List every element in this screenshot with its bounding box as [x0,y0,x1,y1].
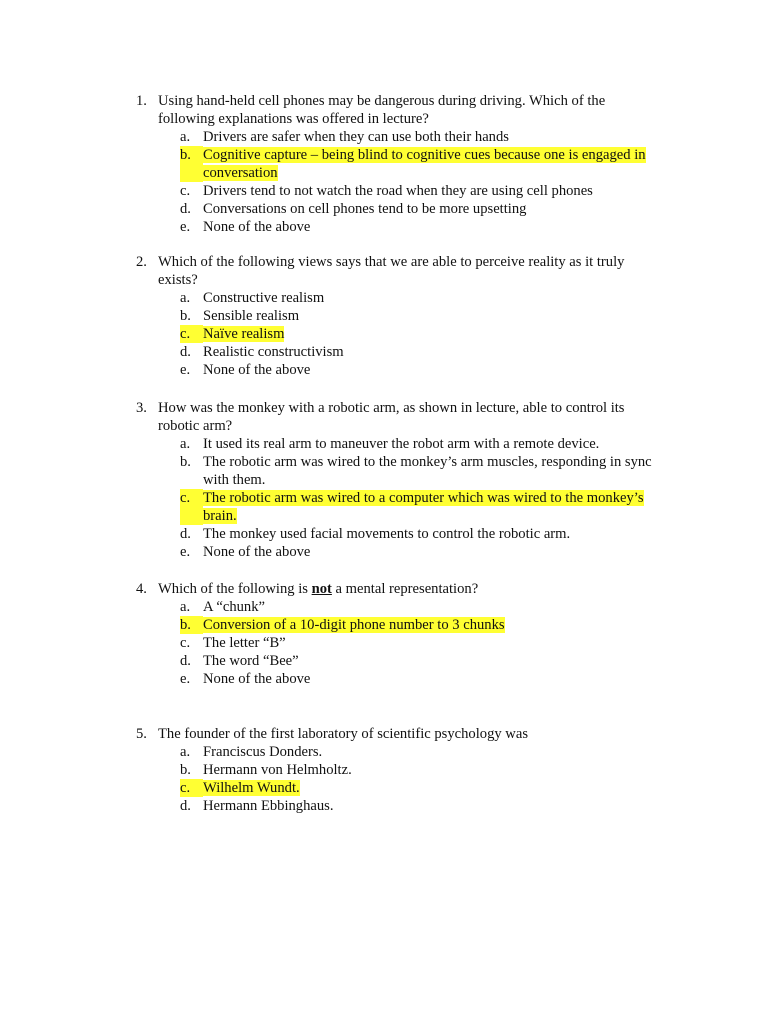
question-number: 2. [136,254,147,270]
option-text: Realistic constructivism [203,344,344,360]
option-text: None of the above [203,671,311,687]
option-e [180,670,656,688]
option-a [180,598,656,616]
option-text: Wilhelm Wundt. [203,780,300,796]
options-list [180,289,656,379]
option-text: Hermann Ebbinghaus. [203,798,334,814]
option-text: None of the above [203,219,311,235]
option-b-highlighted [180,616,656,634]
option-text: A “chunk” [203,599,266,615]
option-d [180,200,656,218]
option-a [180,128,656,146]
option-text: Cognitive capture – being blind to cognitive cues because one is engaged in conversation [203,147,646,181]
question-stem [136,253,656,289]
option-a [180,743,656,761]
option-letter: e. [180,219,191,235]
option-b [180,307,656,325]
option-text: Drivers tend to not watch the road when they are using cell phones [203,183,593,199]
emphasis-not: not [311,581,332,597]
option-d [180,525,656,543]
option-letter: d. [180,798,191,814]
options-list [180,743,656,815]
option-text: Drivers are safer when they can use both their hands [203,129,509,145]
option-b [180,453,656,489]
option-d [180,343,656,361]
option-letter: b. [180,762,191,778]
question-text: Which of the following views says that we are able to perceive reality as it truly exists? [158,254,625,288]
question-number: 3. [136,400,147,416]
question-stem [136,580,656,598]
question-number: 4. [136,581,147,597]
question-text: How was the monkey with a robotic arm, as shown in lecture, able to control its robotic arm? [158,400,625,434]
question-number: 1. [136,93,147,109]
question-number: 5. [136,726,147,742]
option-b [180,761,656,779]
option-letter: d. [180,201,191,217]
option-d [180,797,656,815]
option-letter: d. [180,344,191,360]
option-letter: c. [180,779,203,797]
option-letter: b. [180,308,191,324]
options-list [180,128,656,236]
option-text: The robotic arm was wired to the monkey’s arm muscles, responding in sync with them. [203,454,652,488]
option-c [180,634,656,652]
option-b-highlighted [180,146,656,182]
option-e [180,218,656,236]
option-text: Naïve realism [203,326,285,342]
option-letter: e. [180,671,191,687]
option-letter: e. [180,544,191,560]
option-a [180,435,656,453]
option-text: None of the above [203,544,311,560]
question-text: The founder of the first laboratory of scientific psychology was [158,726,529,742]
option-text: None of the above [203,362,311,378]
option-text: Hermann von Helmholtz. [203,762,352,778]
option-text: Conversion of a 10-digit phone number to 3 chunks [203,617,505,633]
option-letter: d. [180,653,191,669]
option-a [180,289,656,307]
option-letter: b. [180,616,203,634]
option-text: The monkey used facial movements to control the robotic arm. [203,526,571,542]
options-list [180,435,656,561]
option-letter: d. [180,526,191,542]
option-letter: b. [180,146,203,182]
option-c-highlighted [180,779,656,797]
option-letter: c. [180,635,191,651]
option-letter: c. [180,489,203,525]
question-3 [136,399,656,561]
question-text-before: Which of the following is [158,581,312,597]
option-letter: a. [180,436,191,452]
question-stem [136,725,656,743]
option-letter: c. [180,325,203,343]
option-text: Sensible realism [203,308,300,324]
option-letter: e. [180,362,191,378]
question-text [158,580,656,598]
option-text: The robotic arm was wired to a computer which was wired to the monkey’s brain. [203,490,644,524]
question-2 [136,253,656,379]
question-text-after: a mental representation? [331,581,479,597]
option-letter: a. [180,290,191,306]
option-d [180,652,656,670]
option-letter: a. [180,744,191,760]
option-letter: a. [180,599,191,615]
question-text: Using hand-held cell phones may be dangerous during driving. Which of the following explanations was offered in lecture? [158,93,606,127]
option-letter: a. [180,129,191,145]
option-text: Constructive realism [203,290,325,306]
option-text: Franciscus Donders. [203,744,323,760]
question-stem [136,399,656,435]
option-e [180,543,656,561]
option-letter: c. [180,183,191,199]
options-list [180,598,656,688]
option-text: The word “Bee” [203,653,299,669]
question-5 [136,725,656,815]
option-text: The letter “B” [203,635,286,651]
option-e [180,361,656,379]
option-c-highlighted [180,325,656,343]
question-1 [136,92,656,236]
option-c [180,182,656,200]
question-stem [136,92,656,128]
question-4 [136,580,656,688]
option-text: It used its real arm to maneuver the robot arm with a remote device. [203,436,600,452]
option-c-highlighted [180,489,656,525]
option-letter: b. [180,454,191,470]
option-text: Conversations on cell phones tend to be more upsetting [203,201,527,217]
